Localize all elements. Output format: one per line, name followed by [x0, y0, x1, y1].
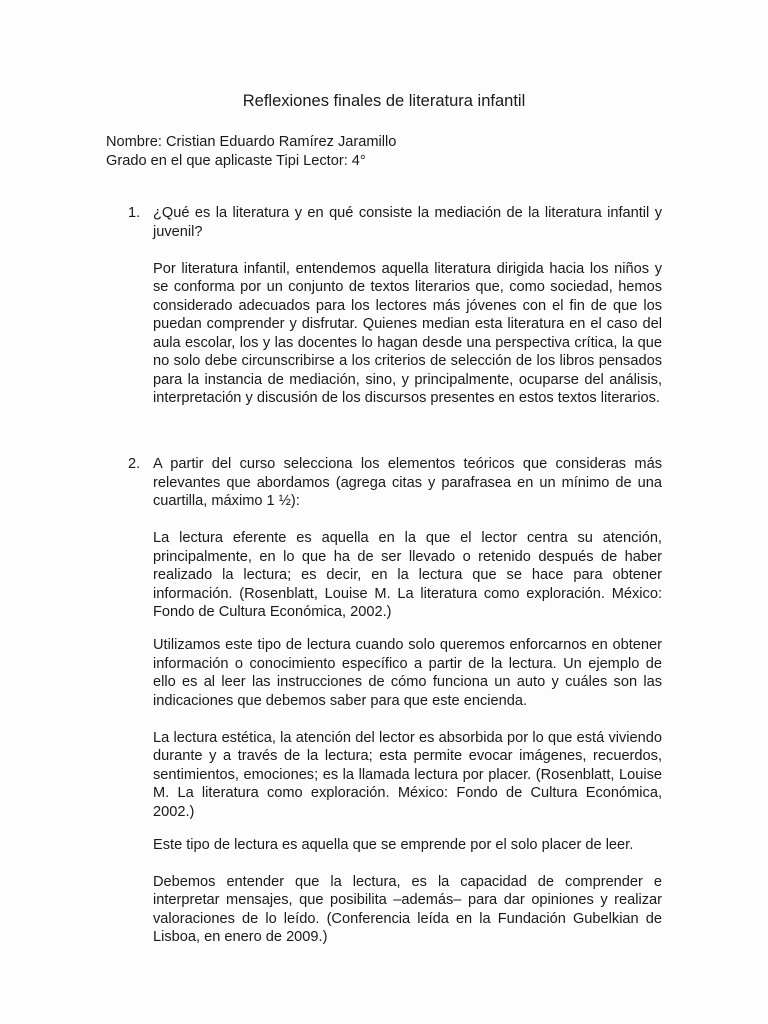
question-text: ¿Qué es la literatura y en qué consiste la mediación de la literatura infantil y juvenil? [153, 205, 662, 240]
answer-paragraph: La lectura eferente es aquella en la que el lector centra su atención, principalmente, en lo que ha de ser llevado o retenido después de haber realizado la lectura; es decir, en la lectura que se hace para obtener información. (Rosenblatt, Louise M. La literatura como exploración. México: Fondo de Cultura Económica, 2002.) [153, 530, 662, 620]
answer-paragraph: Por literatura infantil, entendemos aquella literatura dirigida hacia los niños y se conforma por un conjunto de textos literarios que, como sociedad, hemos considerado adecuados para los lectores más jóvenes con el fin de que los puedan comprender y disfrutar. Quienes median esta literatura en el caso del aula escolar, los y las docentes lo hagan desde una perspectiva crítica, la que no solo debe circunscribirse a los criterios de selección de los libros pensados para la instancia de mediación, sino, y principalmente, ocuparse del análisis, interpretación y discusión de los discursos presentes en estos textos literarios. [153, 260, 662, 406]
answer-paragraph: Debemos entender que la lectura, es la capacidad de comprender e interpretar mensajes, que posibilita –además– para dar opiniones y realizar valoraciones de lo leído. (Conferencia leída en la Fundación Gubelkian de Lisboa, en enero de 2009.) [153, 873, 662, 946]
question-text: A partir del curso selecciona los elementos teóricos que consideras más relevantes que abordamos (agrega citas y parafrasea en un mínimo de una cuartilla, máximo 1 ½): [153, 456, 662, 509]
document-title: Reflexiones finales de literatura infantil [242, 92, 526, 110]
student-info [106, 133, 396, 171]
student-name-line: Nombre: Cristian Eduardo Ramírez Jaramillo [106, 134, 397, 150]
question-item-1 [106, 204, 662, 422]
answer-paragraph: Utilizamos este tipo de lectura cuando solo queremos enforcarnos en obtener información o conocimiento específico a partir de la lectura. Un ejemplo de ello es al leer las instrucciones de cómo funciona un auto y cuáles son las indicaciones que debemos saber para que este encienda. [153, 637, 662, 709]
answer-paragraph: La lectura estética, la atención del lector es absorbida por lo que está viviendo durante y a través de la lectura; esta permite evocar imágenes, recuerdos, sentimientos, emociones; es la llamada lectura por placer. (Rosenblatt, Louise M. La literatura como exploración. México: Fondo de Cultura Económica, 2002.) [153, 729, 662, 820]
item-number: 2. [128, 456, 141, 472]
question-item-2 [106, 455, 662, 961]
answer-paragraph: Este tipo de lectura es aquella que se emprende por el solo placer de leer. [153, 836, 634, 853]
grade-line: Grado en el que aplicaste Tipi Lector: 4° [106, 153, 366, 169]
item-number: 1. [128, 205, 141, 221]
